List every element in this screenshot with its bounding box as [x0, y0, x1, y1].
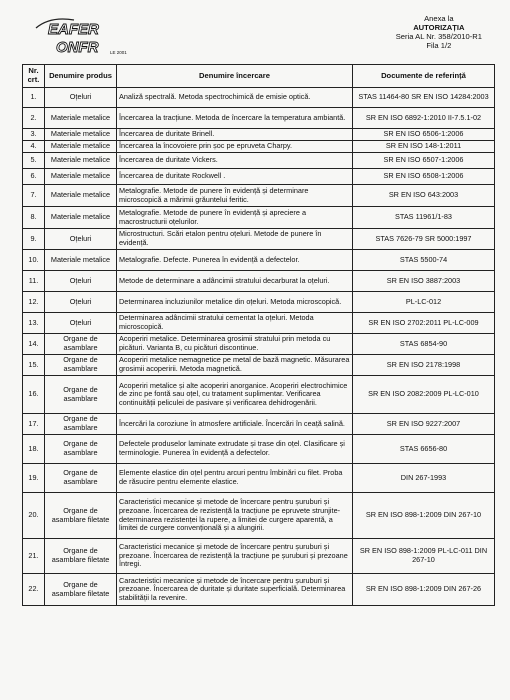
row-test-name: Determinarea incluziunilor metalice din oțeluri. Metoda microscopică. [117, 292, 353, 313]
row-number: 18. [23, 435, 45, 464]
row-product: Organe de asamblare filetate [45, 539, 117, 574]
row-test-name: Metode de determinare a adâncimii stratului decarburat la oțeluri. [117, 271, 353, 292]
column-header-test: Denumire încercare [117, 65, 353, 88]
row-test-name: Elemente elastice din oțel pentru arcuri pentru îmbinări cu filet. Proba de răsucire pentru elemente elastice. [117, 464, 353, 493]
row-number: 6. [23, 169, 45, 185]
row-number: 7. [23, 185, 45, 207]
row-references: STAS 6854-90 [353, 334, 495, 355]
row-references: SR EN ISO 6508-1:2006 [353, 169, 495, 185]
row-product: Organe de asamblare [45, 376, 117, 414]
row-product: Materiale metalice [45, 169, 117, 185]
row-number: 10. [23, 250, 45, 271]
row-product: Oțeluri [45, 229, 117, 250]
row-references: SR EN ISO 898-1:2009 PL-LC-011 DIN 267-10 [353, 539, 495, 574]
table-row [23, 153, 495, 169]
row-test-name: Încercarea de duritate Vickers. [117, 153, 353, 169]
row-product: Materiale metalice [45, 153, 117, 169]
table-row [23, 313, 495, 334]
document-header [396, 14, 482, 50]
table-row [23, 435, 495, 464]
table-row [23, 108, 495, 129]
row-product: Materiale metalice [45, 185, 117, 207]
row-test-name: Analiză spectrală. Metoda spectrochimică de emisie optică. [117, 88, 353, 108]
table-row [23, 355, 495, 376]
row-test-name: Metalografie. Metode de punere în evidență și apreciere a macrostructurii oțelurilor. [117, 207, 353, 229]
row-product: Organe de asamblare [45, 334, 117, 355]
row-product: Oțeluri [45, 88, 117, 108]
row-test-name: Metalografie. Defecte. Punerea în evidență a defectelor. [117, 250, 353, 271]
row-test-name: Determinarea adâncimii stratului cementat la oțeluri. Metoda microscopică. [117, 313, 353, 334]
row-product: Organe de asamblare filetate [45, 574, 117, 606]
row-product: Materiale metalice [45, 141, 117, 153]
row-product: Oțeluri [45, 271, 117, 292]
row-references: SR EN ISO 6506-1:2006 [353, 129, 495, 141]
row-number: 2. [23, 108, 45, 129]
table-row [23, 129, 495, 141]
row-number: 13. [23, 313, 45, 334]
row-references: STAS 5500-74 [353, 250, 495, 271]
row-number: 3. [23, 129, 45, 141]
series-number: Seria AL Nr. 358/2010-R1 [395, 32, 482, 41]
row-references: SR EN ISO 6507-1:2006 [353, 153, 495, 169]
row-number: 16. [23, 376, 45, 414]
row-number: 19. [23, 464, 45, 493]
annex-label: Anexa la [424, 14, 454, 23]
table-row [23, 185, 495, 207]
row-references: SR EN ISO 9227:2007 [353, 414, 495, 435]
row-references: SR EN ISO 148-1:2011 [353, 141, 495, 153]
row-test-name: Încercarea de duritate Brinell. [117, 129, 353, 141]
table-row [23, 539, 495, 574]
row-references: SR EN ISO 2082:2009 PL-LC-010 [353, 376, 495, 414]
row-references: SR EN ISO 3887:2003 [353, 271, 495, 292]
row-references: SR EN ISO 643:2003 [353, 185, 495, 207]
tests-table [22, 64, 495, 606]
table-row [23, 250, 495, 271]
row-product: Materiale metalice [45, 129, 117, 141]
row-number: 22. [23, 574, 45, 606]
row-product: Organe de asamblare filetate [45, 493, 117, 539]
table-row [23, 493, 495, 539]
column-header-references: Documente de referință [353, 65, 495, 88]
row-test-name: Caracteristici mecanice și metode de încercare pentru șuruburi și prezoane. Încercarea de rezistență la tracțiune pe epruvete strunjite-determinarea rezistenței la rupere, a limitei de curgere aparentă, a limitei de curgere convențională și a alungirii. [117, 493, 353, 539]
table-row [23, 292, 495, 313]
row-number: 5. [23, 153, 45, 169]
row-references: SR EN ISO 898-1:2009 DIN 267-10 [353, 493, 495, 539]
row-product: Materiale metalice [45, 207, 117, 229]
row-product: Organe de asamblare [45, 435, 117, 464]
row-references: DIN 267-1993 [353, 464, 495, 493]
row-test-name: Încercări la coroziune în atmosfere artificiale. Încercări în ceață salină. [117, 414, 353, 435]
row-number: 14. [23, 334, 45, 355]
table-row [23, 229, 495, 250]
row-references: STAS 7626-79 SR 5000:1997 [353, 229, 495, 250]
row-test-name: Metalografie. Metode de punere în evidență și determinare microscopică a mărimii grăuntelui feritic. [117, 185, 353, 207]
row-test-name: Caracteristici mecanice și metode de încercare pentru șuruburi și prezoane. Încercarea de rezistență la tracțiune pe șuruburi și prezoane întregi. [117, 539, 353, 574]
page-indicator: Fila 1/2 [426, 41, 452, 50]
table-row [23, 169, 495, 185]
table-row [23, 88, 495, 108]
row-product: Oțeluri [45, 313, 117, 334]
row-product: Oțeluri [45, 292, 117, 313]
row-test-name: Microstructuri. Scări etalon pentru oțeluri. Metode de punere în evidență. [117, 229, 353, 250]
row-references: SR EN ISO 2178:1998 [353, 355, 495, 376]
row-number: 20. [23, 493, 45, 539]
row-test-name: Încercarea la tracțiune. Metoda de încercare la temperatura ambiantă. [117, 108, 353, 129]
row-number: 15. [23, 355, 45, 376]
table-row [23, 574, 495, 606]
row-test-name: Acoperiri metalice și alte acoperiri anorganice. Acoperiri electrochimice de zinc pe fontă sau oțel, cu tratament suplimentar. Verificarea continuității peliculei de pasivare și verificarea dehidrogenării. [117, 376, 353, 414]
row-number: 8. [23, 207, 45, 229]
column-header-nr: Nr. crt. [23, 65, 45, 88]
row-product: Organe de asamblare [45, 355, 117, 376]
company-logo [30, 14, 135, 58]
logo-top-text: EAFER [48, 21, 99, 38]
row-references: SR EN ISO 2702:2011 PL-LC-009 [353, 313, 495, 334]
row-references: STAS 11464-80 SR EN ISO 14284:2003 [353, 88, 495, 108]
row-number: 4. [23, 141, 45, 153]
row-number: 1. [23, 88, 45, 108]
row-references: SR EN ISO 6892-1:2010 II-7.5.1-02 [353, 108, 495, 129]
row-product: Materiale metalice [45, 108, 117, 129]
row-product: Organe de asamblare [45, 464, 117, 493]
row-product: Materiale metalice [45, 250, 117, 271]
table-header-row [23, 65, 495, 88]
row-number: 12. [23, 292, 45, 313]
logo-bottom-text: ONFR [56, 39, 99, 56]
table-row [23, 376, 495, 414]
row-number: 21. [23, 539, 45, 574]
row-references: SR EN ISO 898-1:2009 DIN 267-26 [353, 574, 495, 606]
row-test-name: Încercarea de duritate Rockwell . [117, 169, 353, 185]
row-references: PL-LC-012 [353, 292, 495, 313]
row-number: 11. [23, 271, 45, 292]
table-row [23, 414, 495, 435]
table-row [23, 334, 495, 355]
row-references: STAS 6656-80 [353, 435, 495, 464]
row-test-name: Acoperiri metalice nemagnetice pe metal de bază magnetic. Măsurarea grosimii acoperirii. Metoda magnetică. [117, 355, 353, 376]
logo-tag-text: LE 2001 [110, 50, 127, 55]
row-test-name: Încercarea la încovoiere prin șoc pe epruveta Charpy. [117, 141, 353, 153]
row-number: 9. [23, 229, 45, 250]
table-row [23, 141, 495, 153]
column-header-product: Denumire produs [45, 65, 117, 88]
row-references: STAS 11961/1-83 [353, 207, 495, 229]
table-row [23, 464, 495, 493]
row-test-name: Acoperiri metalice. Determinarea grosimii stratului prin metoda cu picături. Varianta B, cu picături discontinue. [117, 334, 353, 355]
authorization-title: AUTORIZAȚIA [413, 23, 465, 32]
table-row [23, 207, 495, 229]
table-row [23, 271, 495, 292]
row-number: 17. [23, 414, 45, 435]
row-product: Organe de asamblare [45, 414, 117, 435]
row-test-name: Defectele produselor laminate extrudate și trase din oțel. Clasificare și terminologie. Punerea în evidență a defectelor. [117, 435, 353, 464]
row-test-name: Caracteristici mecanice și metode de încercare pentru șuruburi și prezoane. Încercarea de duritate și duritate superficială. Determinarea stabilității la revenire. [117, 574, 353, 606]
